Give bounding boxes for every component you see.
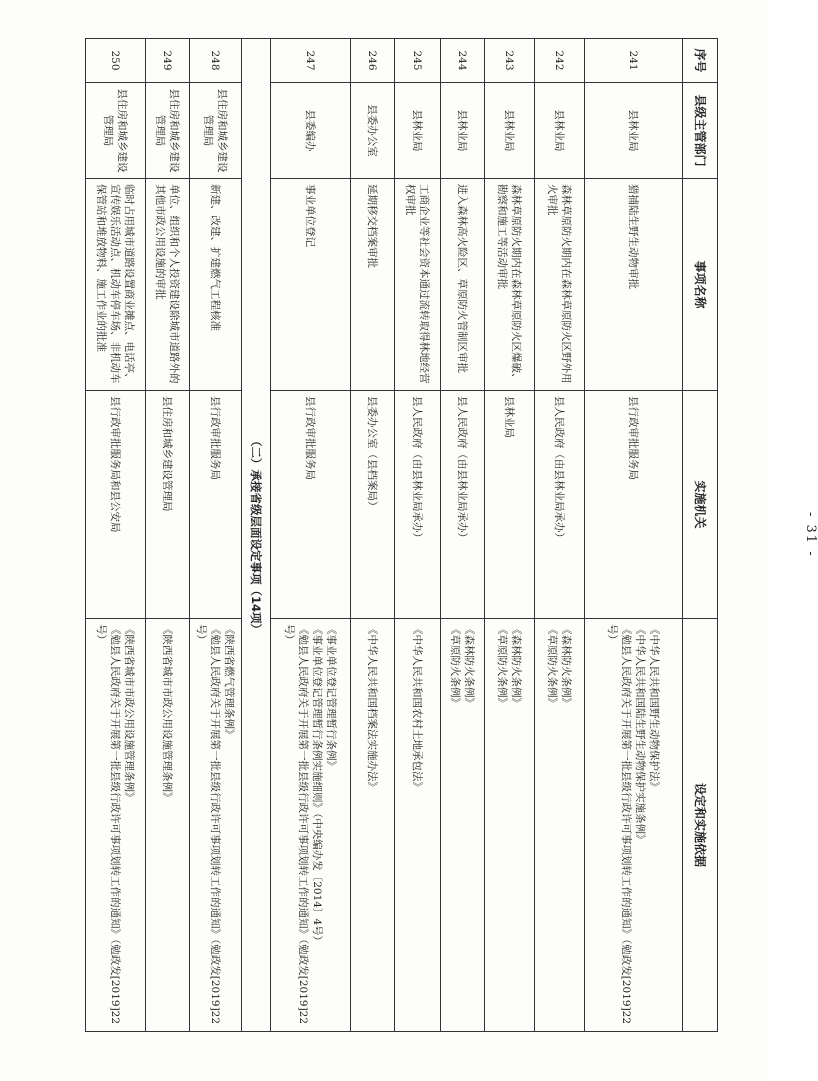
row-dept: 县林业局	[585, 83, 683, 179]
basis-line: 《勉县人民政府关于开展第一批县级行政许可事项划转工作的通知》（勉政发[2019]22号）	[283, 624, 310, 1025]
row-name: 单位、组织和个人投资建设除城市道路外的其他市政公用设施的审批	[146, 179, 190, 391]
basis-line: 《陕西省燃气管理条例》	[223, 624, 236, 740]
table-row	[535, 39, 585, 1032]
basis-line: 《事业单位登记管理暂行条例》	[325, 624, 338, 771]
row-no: 244	[441, 39, 485, 83]
table-row	[271, 39, 351, 1032]
row-no: 246	[351, 39, 395, 83]
row-no: 250	[86, 39, 146, 83]
row-dept: 县林业局	[485, 83, 535, 179]
row-basis	[535, 619, 585, 1032]
table-row	[190, 39, 242, 1032]
row-dept: 县住房和城乡建设管理局	[190, 83, 242, 179]
row-no: 242	[535, 39, 585, 83]
row-agency: 县住房和城乡建设管理局	[146, 391, 190, 619]
header-basis: 设定和实施依据	[683, 619, 718, 1032]
row-no: 245	[395, 39, 441, 83]
basis-line: 《森林防火条例》	[510, 624, 523, 708]
basis-line: 《勉县人民政府关于开展第一批县级行政许可事项划转工作的通知》（勉政发[2019]22号）	[606, 624, 633, 1025]
row-name: 猎捕陆生野生动物审批	[585, 179, 683, 391]
row-no: 247	[271, 39, 351, 83]
permit-table	[85, 38, 718, 1032]
header-no: 序号	[683, 39, 718, 83]
row-basis	[485, 619, 535, 1032]
table-row	[395, 39, 441, 1032]
row-agency: 县行政审批服务局	[271, 391, 351, 619]
row-basis	[86, 619, 146, 1032]
row-agency: 县委办公室（县档案局）	[351, 391, 395, 619]
basis-line: 《勉县人民政府关于开展第一批县级行政许可事项划转工作的通知》（勉政发[2019]22号）	[95, 624, 122, 1025]
row-basis	[146, 619, 190, 1032]
table-row	[146, 39, 190, 1032]
basis-line: 《陕西省城市市政公用设施管理条例》	[161, 624, 174, 803]
row-name: 事业单位登记	[271, 179, 351, 391]
row-agency: 县行政审批服务局	[585, 391, 683, 619]
basis-line: 《森林防火条例》	[463, 624, 476, 708]
table-row	[351, 39, 395, 1032]
row-dept: 县林业局	[395, 83, 441, 179]
page-number: - 31 -	[803, 512, 818, 558]
table-row	[585, 39, 683, 1032]
basis-line: 《勉县人民政府关于开展第一批县级行政许可事项划转工作的通知》（勉政发[2019]22号）	[195, 624, 222, 1025]
row-name: 森林草原防火期内在森林草原防火区爆破、勘察和施工等活动审批	[485, 179, 535, 391]
row-dept: 县委编办	[271, 83, 351, 179]
row-dept: 县林业局	[535, 83, 585, 179]
row-basis	[395, 619, 441, 1032]
row-name: 工商企业等社会资本通过流转取得林地经营权审批	[395, 179, 441, 391]
row-name: 森林草原防火期内在森林草原防火区野外用火审批	[535, 179, 585, 391]
table-header-row	[683, 39, 718, 1032]
section-row	[242, 39, 271, 1032]
header-name: 事项名称	[683, 179, 718, 391]
row-dept: 县委办公室	[351, 83, 395, 179]
row-dept: 县林业局	[441, 83, 485, 179]
basis-line: 《中华人民共和国档案法实施办法》	[366, 624, 379, 792]
row-no: 243	[485, 39, 535, 83]
row-no: 249	[146, 39, 190, 83]
row-name: 临时占用城市道路设置商业摊点、电话亭、宣传娱乐活动点、机动车停车场、非机动车保管站和堆放物料、施工作业的批准	[86, 179, 146, 391]
row-basis	[271, 619, 351, 1032]
row-basis	[351, 619, 395, 1032]
row-name: 新建、改建、扩建燃气工程核准	[190, 179, 242, 391]
row-no: 241	[585, 39, 683, 83]
basis-line: 《草原防火条例》	[546, 624, 559, 708]
section-title: （二）承接省级层面设定事项（14项）	[242, 39, 271, 1032]
row-name: 延期移交档案审批	[351, 179, 395, 391]
row-dept: 县住房和城乡建设管理局	[86, 83, 146, 179]
row-agency: 县人民政府（由县林业局承办）	[441, 391, 485, 619]
table-row	[441, 39, 485, 1032]
basis-line: 《草原防火条例》	[449, 624, 462, 708]
row-agency: 县行政审批服务局	[190, 391, 242, 619]
row-no: 248	[190, 39, 242, 83]
basis-line: 《森林防火条例》	[560, 624, 573, 708]
row-agency: 县人民政府（由县林业局承办）	[535, 391, 585, 619]
basis-line: 《事业单位登记管理暂行条例实施细则》（中央编办发〔2014〕4号）	[311, 624, 324, 947]
row-agency: 县林业局	[485, 391, 535, 619]
header-agency: 实施机关	[683, 391, 718, 619]
row-agency: 县人民政府（由县林业局承办）	[395, 391, 441, 619]
row-dept: 县住房和城乡建设管理局	[146, 83, 190, 179]
header-dept: 县级主管部门	[683, 83, 718, 179]
row-basis	[190, 619, 242, 1032]
basis-line: 《草原防火条例》	[496, 624, 509, 708]
table-row	[86, 39, 146, 1032]
row-basis	[585, 619, 683, 1032]
basis-line: 《中华人民共和国野生动物保护法》	[648, 624, 661, 792]
row-agency: 县行政审批服务局和县公安局	[86, 391, 146, 619]
row-basis	[441, 619, 485, 1032]
basis-line: 《中华人民共和国农村土地承包法》	[411, 624, 424, 792]
basis-line: 《中华人民共和国陆生野生动物保护实施条例》	[634, 624, 647, 845]
table-row	[485, 39, 535, 1032]
row-name: 进入森林高火险区、草原防火管制区审批	[441, 179, 485, 391]
basis-line: 《陕西省城市市政公用设施管理条例》	[123, 624, 136, 803]
